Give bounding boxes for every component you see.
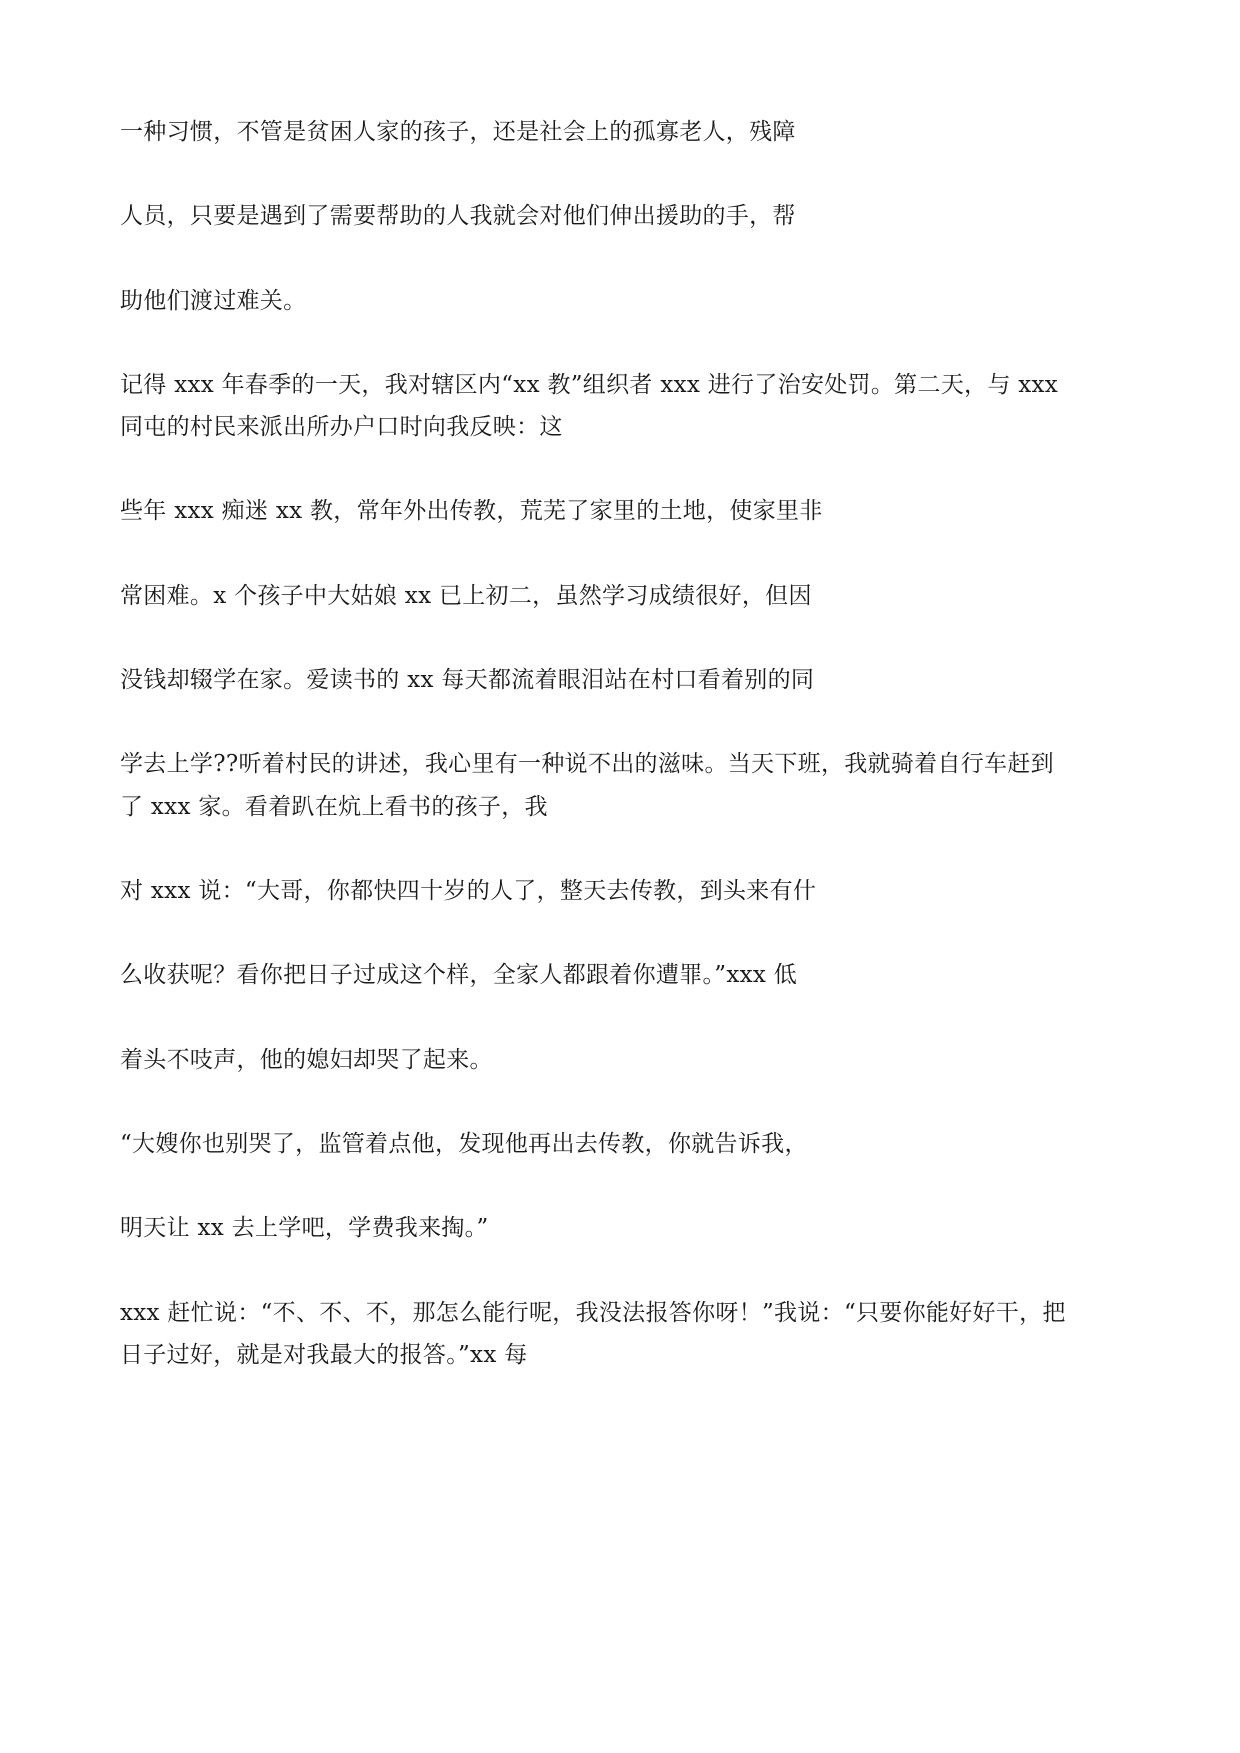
text-line: 日子过好，就是对我最大的报答。”xx 每 <box>120 1342 528 1368</box>
text-line: “大嫂你也别哭了，监管着点他，发现他再出去传教，你就告诉我， <box>120 1131 808 1157</box>
text-line: 常困难。x 个孩子中大姑娘 xx 已上初二，虽然学习成绩很好，但因 <box>120 583 812 609</box>
text-line: xxx 赶忙说：“不、不、不，那怎么能行呢，我没法报答你呀！”我说：“只要你能好好干，把 <box>120 1300 1066 1326</box>
text-line: 学去上学??听着村民的讲述，我心里有一种说不出的滋味。当天下班，我就骑着自行车赶到 <box>120 751 1054 777</box>
text-line: 助他们渡过难关。 <box>120 288 307 314</box>
text-line: 一种习惯，不管是贫困人家的孩子，还是社会上的孤寡老人，残障 <box>120 119 796 145</box>
text-line: 没钱却辍学在家。爱读书的 xx 每天都流着眼泪站在村口看着别的同 <box>120 667 815 693</box>
text-line: 同屯的村民来派出所办户口时向我反映：这 <box>120 414 563 440</box>
text-line: 么收获呢？看你把日子过成这个样，全家人都跟着你遭罪。”xxx 低 <box>120 962 798 988</box>
text-line: 人员，只要是遇到了需要帮助的人我就会对他们伸出援助的手，帮 <box>120 203 796 229</box>
text-line: 些年 xxx 痴迷 xx 教，常年外出传教，荒芜了家里的土地，使家里非 <box>120 498 823 524</box>
text-line: 了 xxx 家。看着趴在炕上看书的孩子，我 <box>120 794 548 820</box>
text-line: 对 xxx 说：“大哥，你都快四十岁的人了，整天去传教，到头来有什 <box>120 878 817 904</box>
text-line: 着头不吱声，他的媳妇却哭了起来。 <box>120 1047 493 1073</box>
text-line: 记得 xxx 年春季的一天，我对辖区内“xx 教”组织者 xxx 进行了治安处罚。第二天，与 xxx <box>120 372 1059 398</box>
text-line: 明天让 xx 去上学吧，学费我来掏。” <box>120 1215 489 1241</box>
